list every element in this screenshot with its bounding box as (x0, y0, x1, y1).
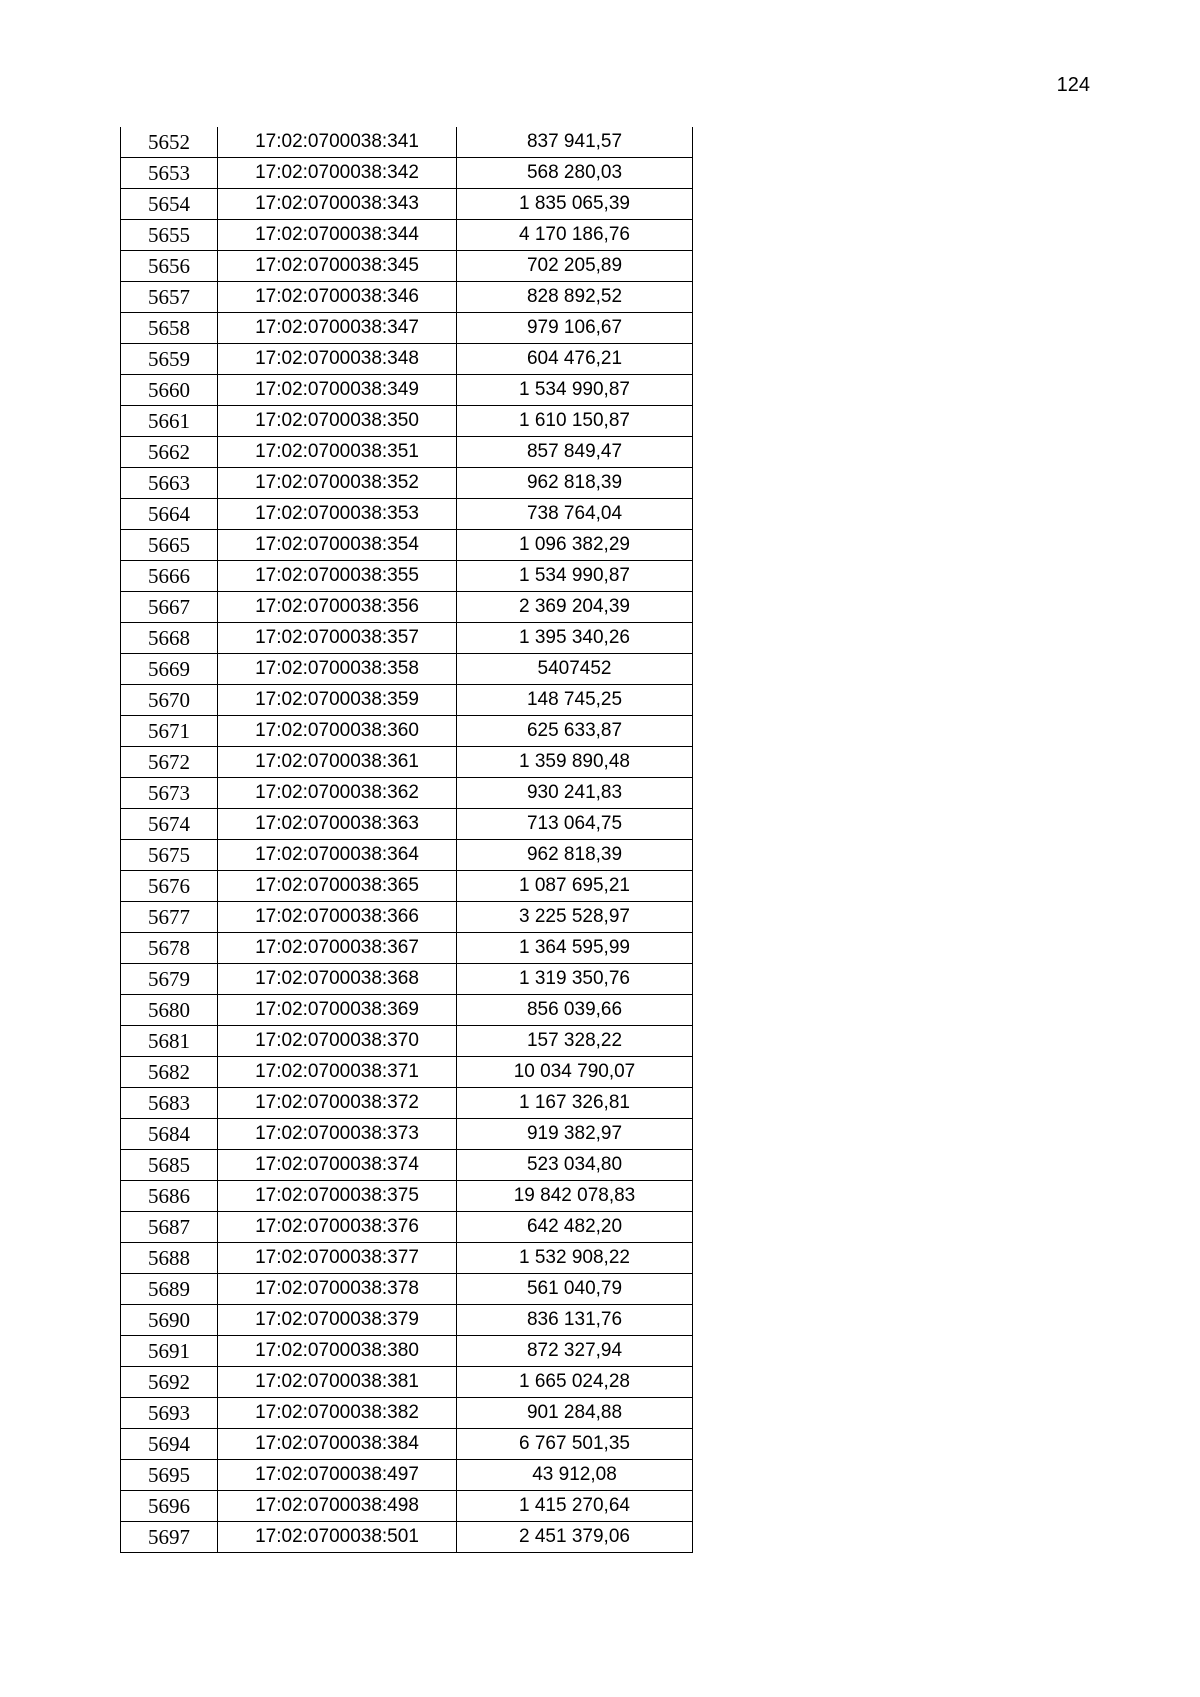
table-row (121, 1367, 693, 1398)
cadastral-value-cell: 2 451 379,06 (457, 1522, 693, 1553)
cadastral-number-cell: 17:02:0700038:352 (218, 468, 457, 499)
cadastral-number-cell: 17:02:0700038:362 (218, 778, 457, 809)
table-body (121, 127, 693, 1553)
table-row (121, 778, 693, 809)
cadastral-number-cell: 17:02:0700038:354 (218, 530, 457, 561)
cadastral-number-cell: 17:02:0700038:380 (218, 1336, 457, 1367)
row-number-cell: 5675 (121, 840, 218, 871)
cadastral-value-cell: 1 665 024,28 (457, 1367, 693, 1398)
row-number-cell: 5696 (121, 1491, 218, 1522)
cadastral-number-cell: 17:02:0700038:360 (218, 716, 457, 747)
table-row (121, 840, 693, 871)
table-row (121, 375, 693, 406)
cadastral-value-cell: 930 241,83 (457, 778, 693, 809)
table-row (121, 1305, 693, 1336)
cadastral-number-cell: 17:02:0700038:374 (218, 1150, 457, 1181)
table-row (121, 964, 693, 995)
cadastral-value-cell: 625 633,87 (457, 716, 693, 747)
cadastral-number-cell: 17:02:0700038:359 (218, 685, 457, 716)
row-number-cell: 5655 (121, 220, 218, 251)
row-number-cell: 5657 (121, 282, 218, 313)
cadastral-value-cell: 919 382,97 (457, 1119, 693, 1150)
cadastral-value-cell: 604 476,21 (457, 344, 693, 375)
table-row (121, 158, 693, 189)
cadastral-number-cell: 17:02:0700038:373 (218, 1119, 457, 1150)
table-row (121, 251, 693, 282)
cadastral-number-cell: 17:02:0700038:345 (218, 251, 457, 282)
cadastral-value-cell: 857 849,47 (457, 437, 693, 468)
row-number-cell: 5678 (121, 933, 218, 964)
row-number-cell: 5659 (121, 344, 218, 375)
cadastral-value-cell: 6 767 501,35 (457, 1429, 693, 1460)
table-row (121, 406, 693, 437)
row-number-cell: 5662 (121, 437, 218, 468)
cadastral-value-cell: 1 087 695,21 (457, 871, 693, 902)
cadastral-number-cell: 17:02:0700038:350 (218, 406, 457, 437)
cadastral-number-cell: 17:02:0700038:348 (218, 344, 457, 375)
row-number-cell: 5665 (121, 530, 218, 561)
cadastral-number-cell: 17:02:0700038:497 (218, 1460, 457, 1491)
cadastral-value-cell: 43 912,08 (457, 1460, 693, 1491)
row-number-cell: 5693 (121, 1398, 218, 1429)
row-number-cell: 5660 (121, 375, 218, 406)
row-number-cell: 5691 (121, 1336, 218, 1367)
cadastral-value-cell: 713 064,75 (457, 809, 693, 840)
row-number-cell: 5694 (121, 1429, 218, 1460)
cadastral-value-cell: 1 415 270,64 (457, 1491, 693, 1522)
cadastral-number-cell: 17:02:0700038:353 (218, 499, 457, 530)
cadastral-value-cell: 872 327,94 (457, 1336, 693, 1367)
cadastral-number-cell: 17:02:0700038:351 (218, 437, 457, 468)
cadastral-value-cell: 1 319 350,76 (457, 964, 693, 995)
cadastral-number-cell: 17:02:0700038:375 (218, 1181, 457, 1212)
row-number-cell: 5658 (121, 313, 218, 344)
cadastral-number-cell: 17:02:0700038:356 (218, 592, 457, 623)
table-row (121, 1150, 693, 1181)
cadastral-number-cell: 17:02:0700038:376 (218, 1212, 457, 1243)
row-number-cell: 5671 (121, 716, 218, 747)
table-row (121, 1212, 693, 1243)
row-number-cell: 5656 (121, 251, 218, 282)
row-number-cell: 5690 (121, 1305, 218, 1336)
cadastral-value-cell: 10 034 790,07 (457, 1057, 693, 1088)
page-number: 124 (1056, 74, 1090, 96)
cadastral-value-cell: 1 364 595,99 (457, 933, 693, 964)
table-row (121, 592, 693, 623)
row-number-cell: 5676 (121, 871, 218, 902)
cadastral-number-cell: 17:02:0700038:358 (218, 654, 457, 685)
cadastral-value-cell: 3 225 528,97 (457, 902, 693, 933)
cadastral-value-cell: 2 369 204,39 (457, 592, 693, 623)
table-row (121, 1057, 693, 1088)
cadastral-number-cell: 17:02:0700038:384 (218, 1429, 457, 1460)
row-number-cell: 5689 (121, 1274, 218, 1305)
cadastral-number-cell: 17:02:0700038:370 (218, 1026, 457, 1057)
cadastral-number-cell: 17:02:0700038:377 (218, 1243, 457, 1274)
table-row (121, 344, 693, 375)
table-row (121, 1274, 693, 1305)
row-number-cell: 5684 (121, 1119, 218, 1150)
row-number-cell: 5666 (121, 561, 218, 592)
cadastral-value-cell: 836 131,76 (457, 1305, 693, 1336)
table-row (121, 282, 693, 313)
cadastral-value-cell: 702 205,89 (457, 251, 693, 282)
row-number-cell: 5663 (121, 468, 218, 499)
table-row (121, 1522, 693, 1553)
row-number-cell: 5670 (121, 685, 218, 716)
cadastral-number-cell: 17:02:0700038:501 (218, 1522, 457, 1553)
cadastral-value-cell: 901 284,88 (457, 1398, 693, 1429)
table-row (121, 468, 693, 499)
table-row (121, 1429, 693, 1460)
table-row (121, 499, 693, 530)
cadastral-value-cell: 561 040,79 (457, 1274, 693, 1305)
cadastral-number-cell: 17:02:0700038:378 (218, 1274, 457, 1305)
cadastral-number-cell: 17:02:0700038:498 (218, 1491, 457, 1522)
cadastral-number-cell: 17:02:0700038:368 (218, 964, 457, 995)
table-row (121, 1119, 693, 1150)
cadastral-number-cell: 17:02:0700038:372 (218, 1088, 457, 1119)
cadastral-number-cell: 17:02:0700038:361 (218, 747, 457, 778)
cadastral-number-cell: 17:02:0700038:382 (218, 1398, 457, 1429)
row-number-cell: 5668 (121, 623, 218, 654)
table-row (121, 1181, 693, 1212)
cadastral-number-cell: 17:02:0700038:369 (218, 995, 457, 1026)
table-row (121, 313, 693, 344)
row-number-cell: 5686 (121, 1181, 218, 1212)
cadastral-number-cell: 17:02:0700038:367 (218, 933, 457, 964)
row-number-cell: 5652 (121, 127, 218, 158)
cadastral-value-cell: 828 892,52 (457, 282, 693, 313)
table-row (121, 1398, 693, 1429)
row-number-cell: 5673 (121, 778, 218, 809)
cadastral-value-cell: 1 835 065,39 (457, 189, 693, 220)
row-number-cell: 5680 (121, 995, 218, 1026)
row-number-cell: 5667 (121, 592, 218, 623)
table-row (121, 1243, 693, 1274)
cadastral-value-cell: 1 167 326,81 (457, 1088, 693, 1119)
row-number-cell: 5672 (121, 747, 218, 778)
table-row (121, 1026, 693, 1057)
cadastral-number-cell: 17:02:0700038:355 (218, 561, 457, 592)
table-row (121, 933, 693, 964)
cadastral-value-cell: 962 818,39 (457, 840, 693, 871)
row-number-cell: 5661 (121, 406, 218, 437)
row-number-cell: 5654 (121, 189, 218, 220)
cadastral-value-cell: 837 941,57 (457, 127, 693, 158)
table-row (121, 437, 693, 468)
table-row (121, 623, 693, 654)
table-row (121, 1460, 693, 1491)
cadastral-value-cell: 1 532 908,22 (457, 1243, 693, 1274)
cadastral-number-cell: 17:02:0700038:342 (218, 158, 457, 189)
cadastral-value-cell: 1 534 990,87 (457, 375, 693, 406)
cadastral-number-cell: 17:02:0700038:341 (218, 127, 457, 158)
cadastral-number-cell: 17:02:0700038:347 (218, 313, 457, 344)
table-row (121, 747, 693, 778)
row-number-cell: 5677 (121, 902, 218, 933)
row-number-cell: 5685 (121, 1150, 218, 1181)
row-number-cell: 5669 (121, 654, 218, 685)
cadastral-value-cell: 568 280,03 (457, 158, 693, 189)
cadastral-number-cell: 17:02:0700038:357 (218, 623, 457, 654)
table-row (121, 1336, 693, 1367)
row-number-cell: 5679 (121, 964, 218, 995)
row-number-cell: 5697 (121, 1522, 218, 1553)
cadastral-number-cell: 17:02:0700038:343 (218, 189, 457, 220)
cadastral-value-cell: 4 170 186,76 (457, 220, 693, 251)
cadastral-value-cell: 962 818,39 (457, 468, 693, 499)
cadastral-value-cell: 856 039,66 (457, 995, 693, 1026)
row-number-cell: 5695 (121, 1460, 218, 1491)
table-row (121, 716, 693, 747)
cadastral-value-table (120, 127, 693, 1553)
table-row (121, 809, 693, 840)
table-row (121, 871, 693, 902)
row-number-cell: 5692 (121, 1367, 218, 1398)
cadastral-value-cell: 148 745,25 (457, 685, 693, 716)
table-row (121, 685, 693, 716)
row-number-cell: 5687 (121, 1212, 218, 1243)
cadastral-value-cell: 1 610 150,87 (457, 406, 693, 437)
cadastral-value-cell: 738 764,04 (457, 499, 693, 530)
table-row (121, 995, 693, 1026)
cadastral-number-cell: 17:02:0700038:349 (218, 375, 457, 406)
cadastral-number-cell: 17:02:0700038:371 (218, 1057, 457, 1088)
table-row (121, 530, 693, 561)
cadastral-number-cell: 17:02:0700038:366 (218, 902, 457, 933)
cadastral-value-cell: 1 359 890,48 (457, 747, 693, 778)
cadastral-number-cell: 17:02:0700038:379 (218, 1305, 457, 1336)
cadastral-number-cell: 17:02:0700038:381 (218, 1367, 457, 1398)
cadastral-value-cell: 1 534 990,87 (457, 561, 693, 592)
table-row (121, 189, 693, 220)
table-row (121, 127, 693, 158)
table-row (121, 1491, 693, 1522)
table-row (121, 561, 693, 592)
row-number-cell: 5683 (121, 1088, 218, 1119)
cadastral-value-cell: 5407452 (457, 654, 693, 685)
table-row (121, 654, 693, 685)
cadastral-number-cell: 17:02:0700038:364 (218, 840, 457, 871)
table-row (121, 902, 693, 933)
cadastral-value-cell: 979 106,67 (457, 313, 693, 344)
table-row (121, 220, 693, 251)
cadastral-value-cell: 523 034,80 (457, 1150, 693, 1181)
cadastral-number-cell: 17:02:0700038:346 (218, 282, 457, 313)
cadastral-number-cell: 17:02:0700038:365 (218, 871, 457, 902)
cadastral-value-cell: 1 096 382,29 (457, 530, 693, 561)
row-number-cell: 5674 (121, 809, 218, 840)
row-number-cell: 5688 (121, 1243, 218, 1274)
row-number-cell: 5681 (121, 1026, 218, 1057)
row-number-cell: 5682 (121, 1057, 218, 1088)
cadastral-number-cell: 17:02:0700038:363 (218, 809, 457, 840)
cadastral-value-cell: 157 328,22 (457, 1026, 693, 1057)
row-number-cell: 5664 (121, 499, 218, 530)
row-number-cell: 5653 (121, 158, 218, 189)
table-row (121, 1088, 693, 1119)
cadastral-number-cell: 17:02:0700038:344 (218, 220, 457, 251)
cadastral-value-cell: 1 395 340,26 (457, 623, 693, 654)
cadastral-value-cell: 19 842 078,83 (457, 1181, 693, 1212)
cadastral-value-cell: 642 482,20 (457, 1212, 693, 1243)
